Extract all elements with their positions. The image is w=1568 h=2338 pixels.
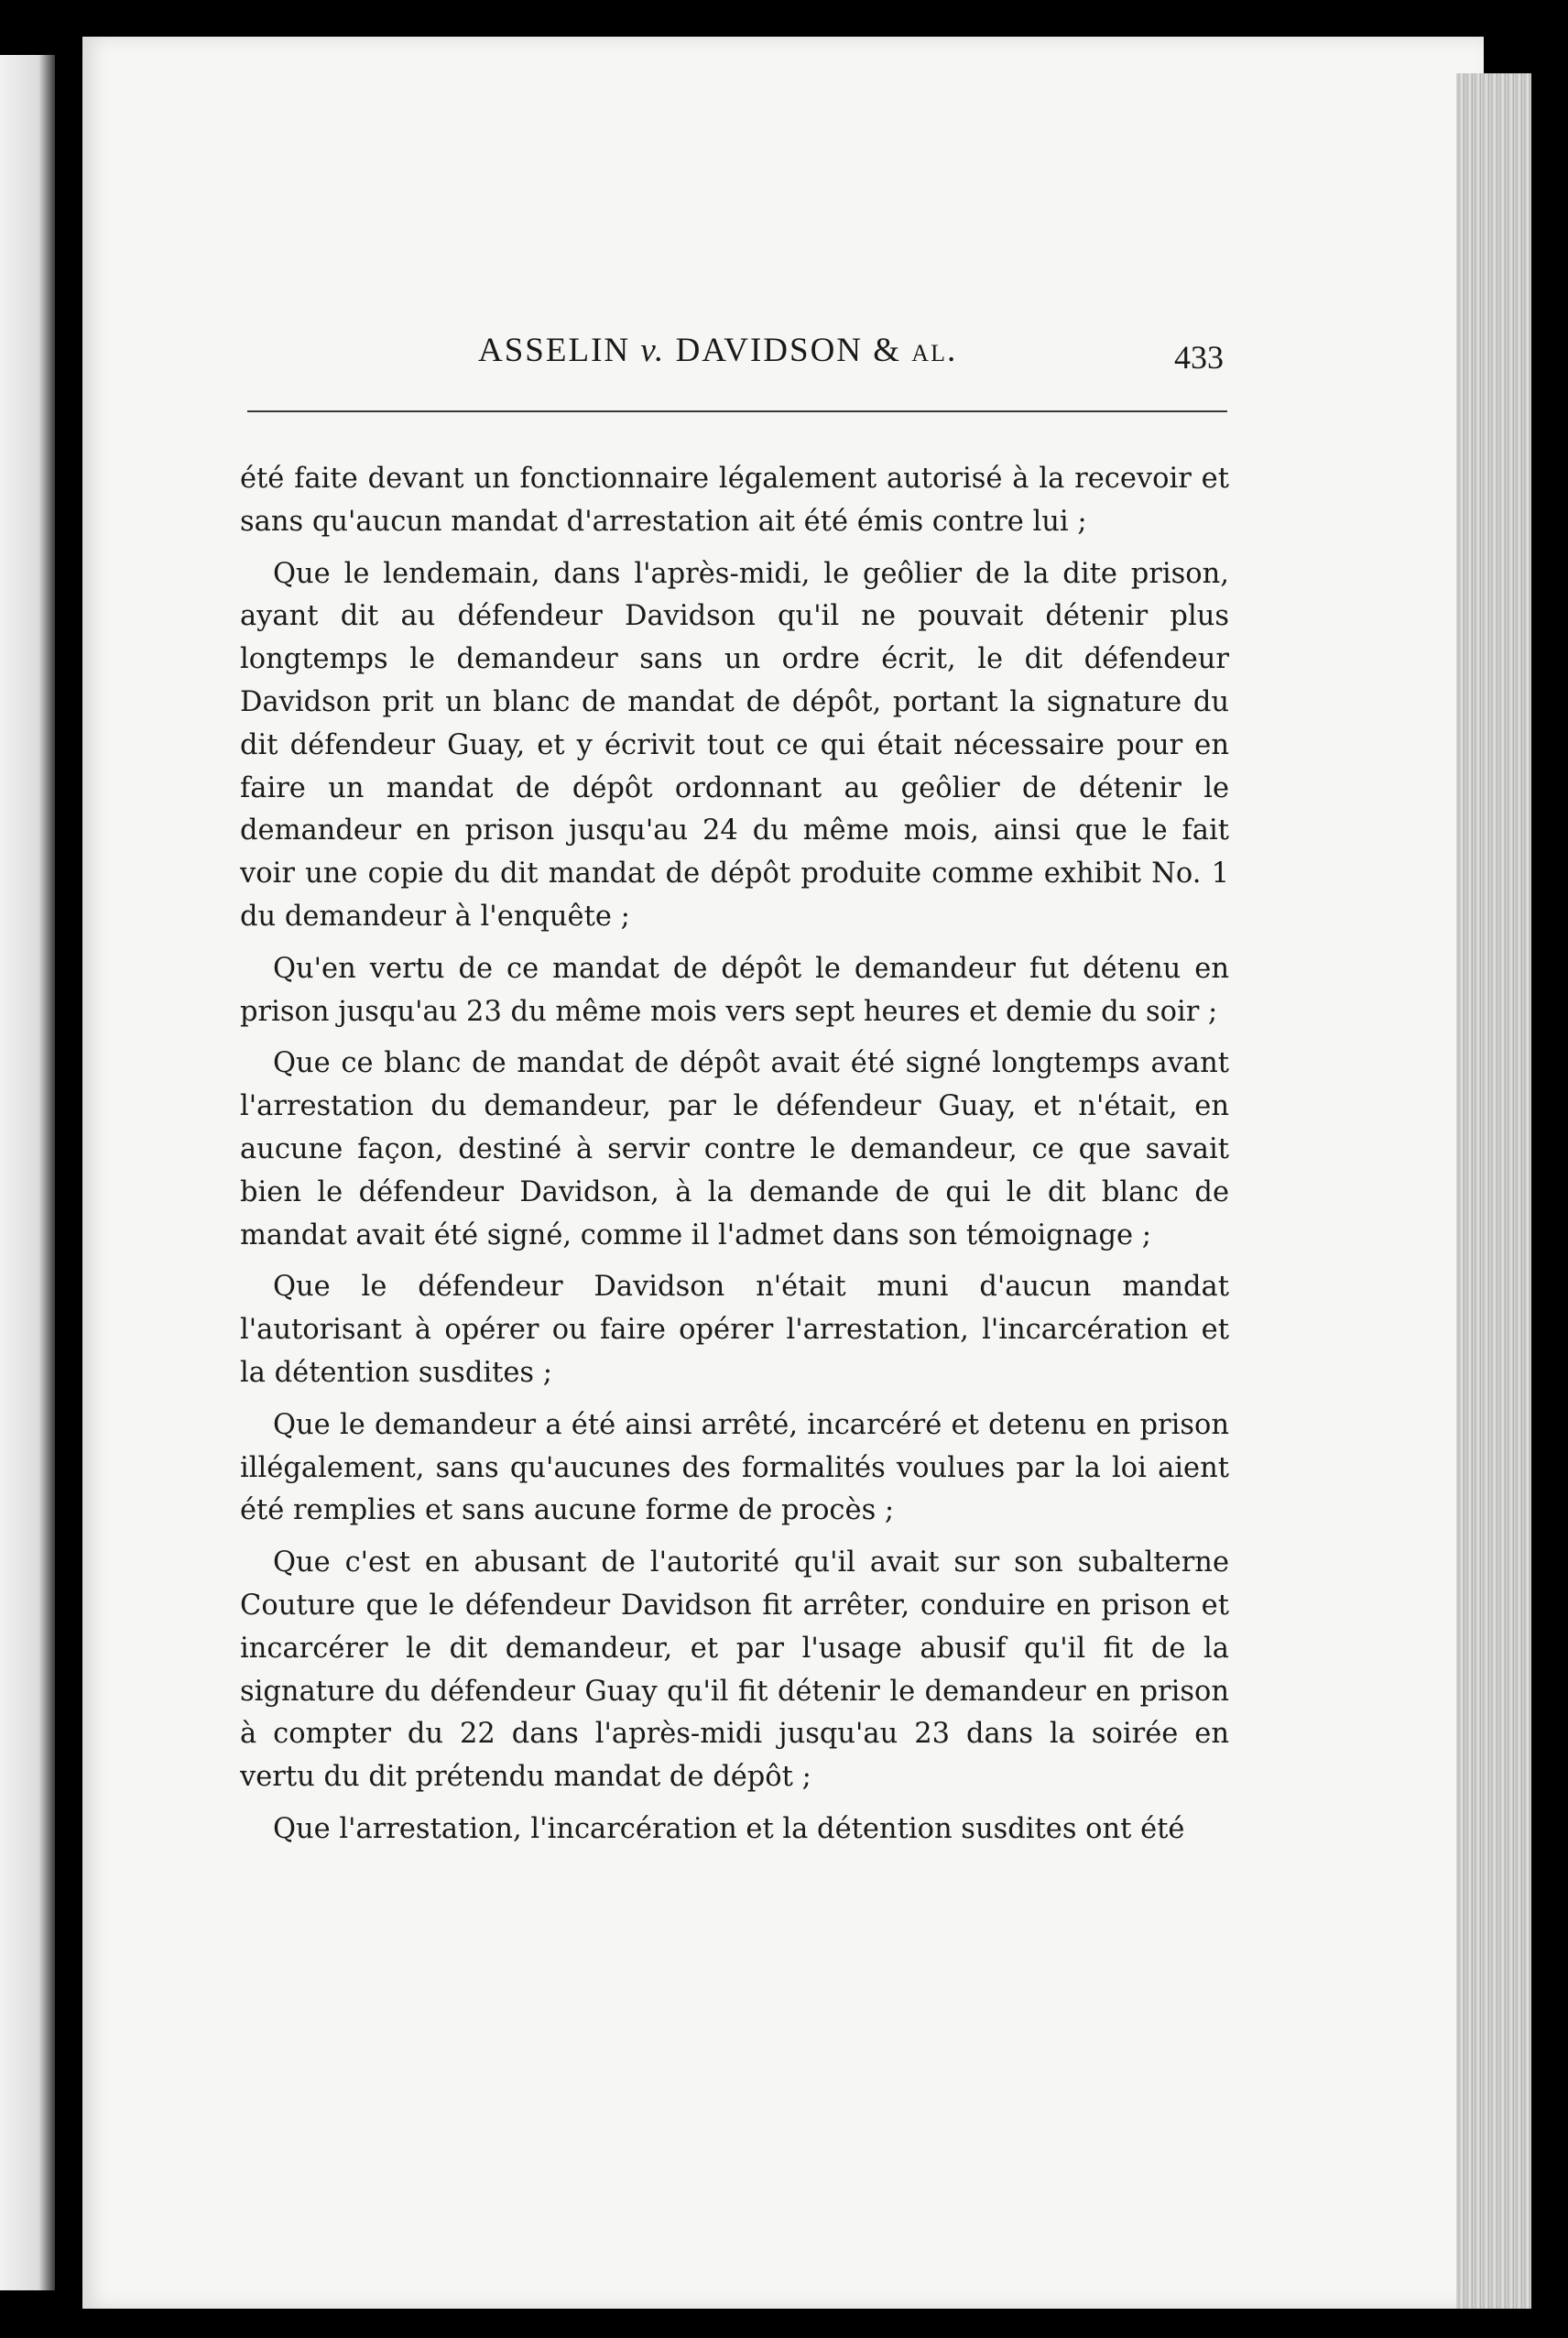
header-rule bbox=[247, 410, 1227, 412]
running-head-title bbox=[478, 331, 957, 370]
page-stack-edge bbox=[1456, 73, 1531, 2309]
paragraph: Que le défendeur Davidson n'était muni d'aucun mandat l'autorisant à opérer ou faire opérer l'arrestation, l'incarcération et la détention susdites ; bbox=[240, 1271, 1229, 1389]
paragraph-continued: été faite devant un fonctionnaire légalement autorisé à la recevoir et sans qu'aucun mandat d'arrestation ait été émis contre lui ; bbox=[240, 463, 1229, 538]
title-part1: ASSELIN bbox=[478, 332, 641, 369]
paragraph: Qu'en vertu de ce mandat de dépôt le demandeur fut détenu en prison jusqu'au 23 du même mois vers sept heures et demie du soir ; bbox=[240, 952, 1229, 1028]
body-text bbox=[240, 458, 1229, 1861]
paragraph-last: Que l'arrestation, l'incarcération et la détention susdites ont été bbox=[273, 1812, 1185, 1845]
title-versus: v. bbox=[640, 332, 666, 369]
title-part2: DAVIDSON & bbox=[665, 332, 912, 369]
running-head bbox=[165, 325, 1232, 389]
paragraph: Que le lendemain, dans l'après-midi, le geôlier de la dite prison, ayant dit au défendeur Davidson qu'il ne pouvait détenir plus longtemps le demandeur sans un ordre écrit, le dit défendeur Davidson prit un blanc de mandat de dépôt, portant la signature du dit défendeur Guay, et y écrivit tout ce qui était nécessaire pour en faire un mandat de dépôt ordonnant au geôlier de détenir le demandeur en prison jusqu'au 24 du même mois, ainsi que le fait voir une copie du dit mandat de dépôt produite comme exhibit No. 1 du demandeur à l'enquête ; bbox=[240, 557, 1229, 933]
paragraph: Que le demandeur a été ainsi arrêté, incarcéré et detenu en prison illégalement, sans qu'aucunes des formalités voulues par la loi aient été remplies et sans aucune forme de procès ; bbox=[240, 1408, 1229, 1527]
page-number: 433 bbox=[1174, 339, 1224, 376]
title-al: al. bbox=[911, 332, 958, 369]
paragraph: Que c'est en abusant de l'autorité qu'il avait sur son subalterne Couture que le défendeur Davidson fit arrêter, conduire en prison et incarcérer le dit demandeur, et par l'usage abusif qu'il fit de la signature du défendeur Guay qu'il fit détenir le demandeur en prison à compter du 22 dans l'après-midi jusqu'au 23 dans la soirée en vertu du dit prétendu mandat de dépôt ; bbox=[240, 1546, 1229, 1794]
facing-page-edge bbox=[0, 55, 55, 2290]
paragraph: Que ce blanc de mandat de dépôt avait été signé longtemps avant l'arrestation du demandeur, par le défendeur Guay, et n'était, en aucune façon, destiné à servir contre le demandeur, ce que savait bien le défendeur Davidson, à la demande de qui le dit blanc de mandat avait été signé, comme il l'admet dans son témoignage ; bbox=[240, 1047, 1229, 1251]
